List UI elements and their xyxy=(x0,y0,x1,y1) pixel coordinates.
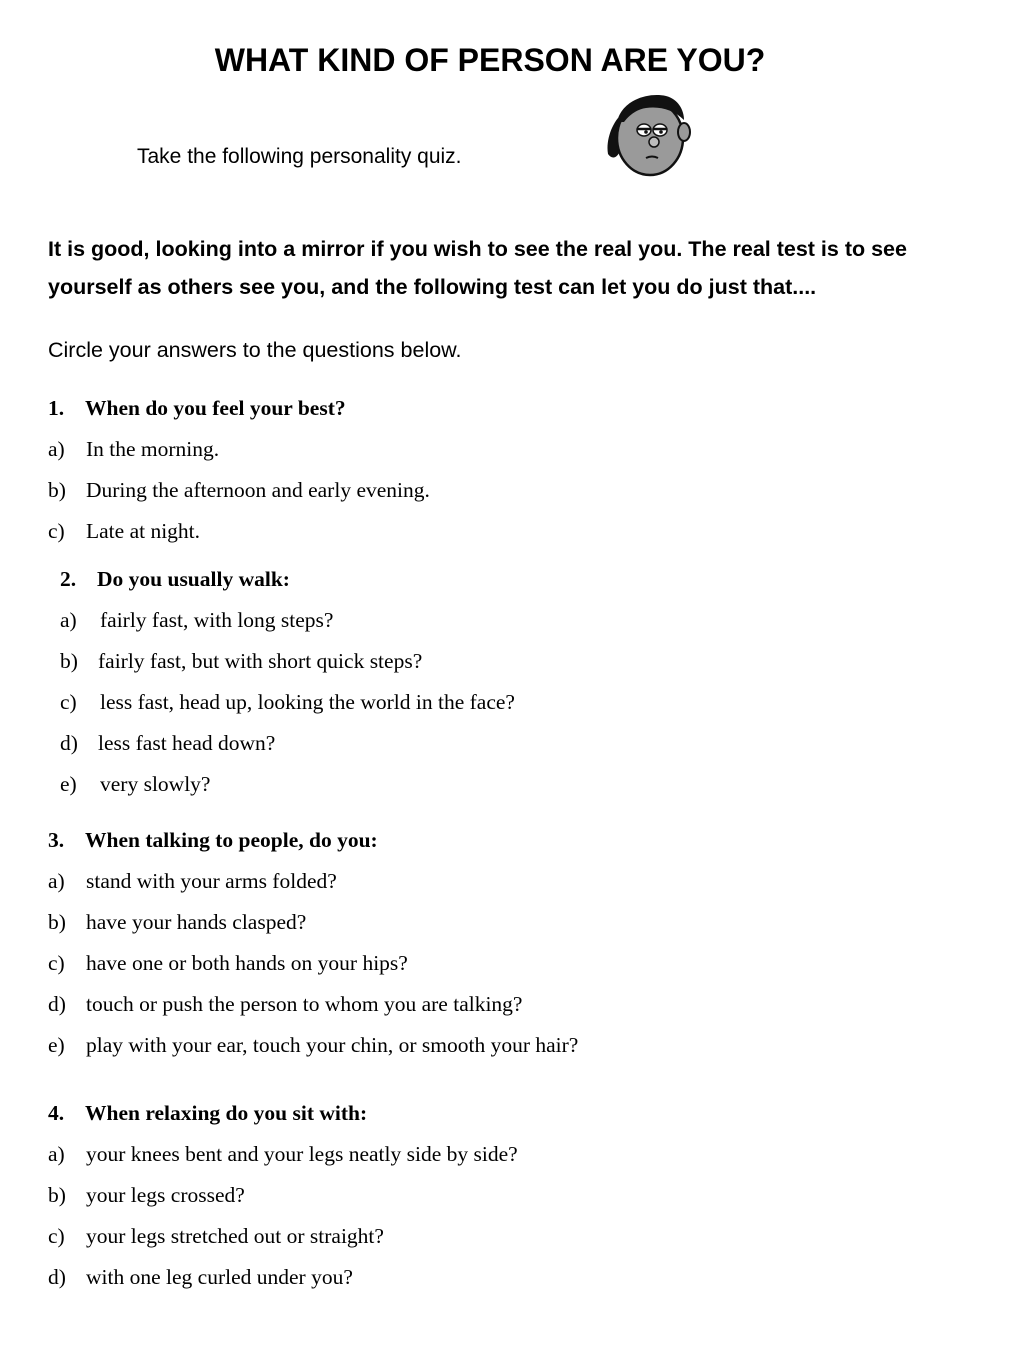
intro-line: yourself as others see you, and the following test can let you do just that.... xyxy=(48,275,817,299)
answer-option[interactable] xyxy=(48,1033,578,1058)
answer-option[interactable] xyxy=(60,690,515,715)
question-text: When talking to people, do you: xyxy=(85,828,378,852)
option-letter: c) xyxy=(48,519,65,543)
answer-option[interactable] xyxy=(48,869,337,894)
question-text: When relaxing do you sit with: xyxy=(85,1101,368,1125)
option-text: During the afternoon and early evening. xyxy=(86,478,430,502)
option-letter: b) xyxy=(48,1183,66,1207)
question-number: 1. xyxy=(48,396,65,420)
answer-option[interactable] xyxy=(60,649,422,674)
answer-option[interactable] xyxy=(48,992,522,1017)
option-text: less fast head down? xyxy=(98,731,276,755)
option-letter: a) xyxy=(48,869,65,893)
answer-option[interactable] xyxy=(48,1142,518,1167)
option-text: with one leg curled under you? xyxy=(86,1265,353,1289)
quiz-subtitle: Take the following personality quiz. xyxy=(137,145,462,168)
answer-option[interactable] xyxy=(48,478,430,503)
question-heading xyxy=(48,828,378,853)
option-letter: a) xyxy=(48,1142,65,1166)
question-number: 3. xyxy=(48,828,65,852)
page-title: WHAT KIND OF PERSON ARE YOU? xyxy=(214,42,766,78)
answer-option[interactable] xyxy=(48,519,200,544)
option-text: touch or push the person to whom you are talking? xyxy=(86,992,523,1016)
option-text: Late at night. xyxy=(86,519,201,543)
cartoon-face-icon xyxy=(600,88,694,180)
option-text: play with your ear, touch your chin, or smooth your hair? xyxy=(86,1033,579,1057)
question-text: Do you usually walk: xyxy=(97,567,290,591)
option-letter: c) xyxy=(48,1224,65,1248)
answer-option[interactable] xyxy=(48,910,306,935)
option-text: have your hands clasped? xyxy=(86,910,307,934)
option-letter: a) xyxy=(48,437,65,461)
option-letter: e) xyxy=(48,1033,65,1057)
question-heading xyxy=(48,1101,367,1126)
option-text: fairly fast, with long steps? xyxy=(100,608,334,632)
answer-option[interactable] xyxy=(48,437,219,462)
answer-option[interactable] xyxy=(48,1183,245,1208)
option-letter: d) xyxy=(60,731,78,755)
instruction-text: Circle your answers to the questions below. xyxy=(48,338,462,362)
answer-option[interactable] xyxy=(48,951,408,976)
option-text: have one or both hands on your hips? xyxy=(86,951,408,975)
option-letter: a) xyxy=(60,608,77,632)
option-text: less fast, head up, looking the world in the face? xyxy=(100,690,515,714)
answer-option[interactable] xyxy=(48,1224,384,1249)
answer-option[interactable] xyxy=(60,731,275,756)
answer-option[interactable] xyxy=(48,1265,353,1290)
intro-paragraph xyxy=(48,230,988,306)
option-letter: e) xyxy=(60,772,77,796)
option-letter: b) xyxy=(60,649,78,673)
question-heading xyxy=(60,567,290,592)
option-text: fairly fast, but with short quick steps? xyxy=(98,649,423,673)
option-letter: c) xyxy=(48,951,65,975)
question-number: 4. xyxy=(48,1101,65,1125)
option-letter: d) xyxy=(48,992,66,1016)
option-text: your legs stretched out or straight? xyxy=(86,1224,384,1248)
question-heading xyxy=(48,396,346,421)
answer-option[interactable] xyxy=(60,608,333,633)
option-text: your knees bent and your legs neatly side by side? xyxy=(86,1142,518,1166)
question-text: When do you feel your best? xyxy=(85,396,346,420)
option-letter: c) xyxy=(60,690,77,714)
answer-option[interactable] xyxy=(60,772,210,797)
intro-line: It is good, looking into a mirror if you wish to see the real you. The real test is to see xyxy=(48,237,907,261)
option-text: In the morning. xyxy=(86,437,220,461)
option-text: your legs crossed? xyxy=(86,1183,245,1207)
option-text: very slowly? xyxy=(100,772,211,796)
option-letter: b) xyxy=(48,478,66,502)
option-letter: d) xyxy=(48,1265,66,1289)
option-text: stand with your arms folded? xyxy=(86,869,337,893)
question-number: 2. xyxy=(60,567,77,591)
option-letter: b) xyxy=(48,910,66,934)
